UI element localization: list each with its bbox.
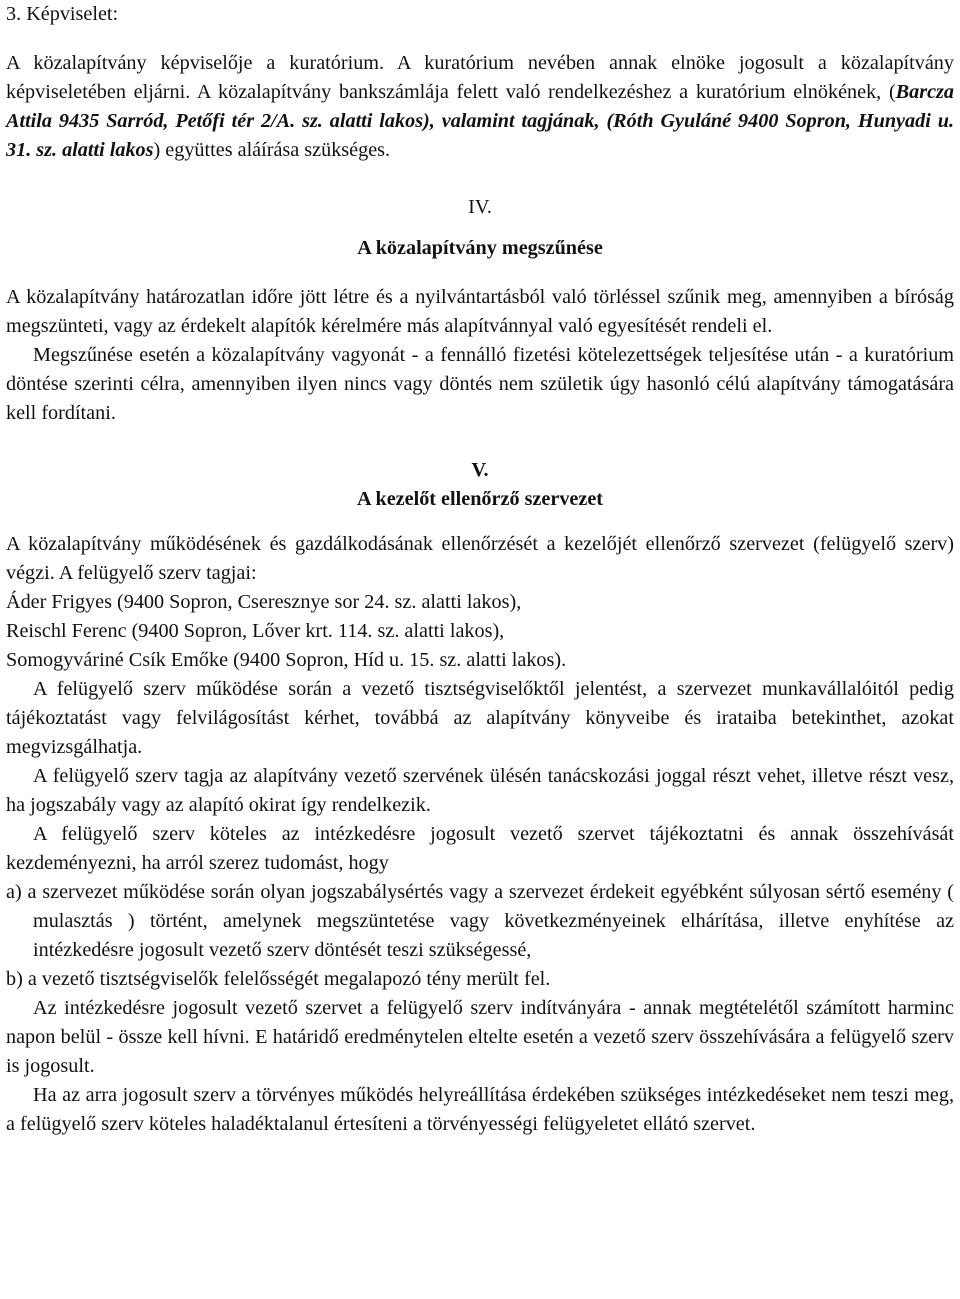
supervisory-duty-paragraph: A felügyelő szerv köteles az intézkedésre jogosult vezető szervet tájékoztatni és annak összehívását kezdeményezni, ha arról szerez tudomást, hogy — [6, 823, 954, 874]
section-4-number: IV. — [468, 196, 492, 218]
document-page — [6, 0, 954, 1139]
signatories-text: Barcza Attila 9435 Sarród, Petőfi tér 2/A. sz. alatti lakos), valamint tagjának, (Róth Gyuláné 9400 Sopron, Hunyadi u. 31. sz. alatti lakos — [6, 81, 954, 161]
section-5-number: V. — [471, 459, 489, 481]
list-item-a: a) a szervezet működése során olyan jogszabálysértés vagy a szervezet érdekeit egyébként súlyosan sértő esemény ( mulasztás ) történt, amelynek megszüntetése vagy következményeinek elhárítása, illetve enyhítése az intézkedésre jogosult vezető szerv döntését teszi szükségessé, — [6, 881, 954, 961]
list-item-b: b) a vezető tisztségviselők felelősségét megalapozó tény merült fel. — [6, 968, 551, 990]
convening-paragraph: Az intézkedésre jogosult vezető szervet a felügyelő szerv indítványára - annak megtételétől számított harminc napon belül - össze kell hívni. E határidő eredménytelen eltelte esetén a vezető szerv összehívására a felügyelő szerv is jogosult. — [6, 997, 954, 1077]
section-4-title: A közalapítvány megszűnése — [357, 237, 603, 259]
section-4-paragraph-1: A közalapítvány határozatlan időre jött létre és a nyilvántartásból való törléssel szűnik meg, amennyiben a bíróság megszünteti, vagy az érdekelt alapítók kérelmére más alapítvánnyal való egyesítését rendeli el. — [6, 286, 954, 337]
supervisory-rights-paragraph: A felügyelő szerv működése során a vezető tisztségviselőktől jelentést, a szervezet munkavállalóitól pedig tájékoztatást vagy felvilágosítást kérhet, továbbá az alapítvány könyveibe és irataiba betekinthet, azokat megvizsgálhatja. — [6, 678, 954, 758]
supervisory-intro-paragraph: A közalapítvány működésének és gazdálkodásának ellenőrzését a kezelőjét ellenőrző szervezet (felügyelő szerv) végzi. A felügyelő szerv tagjai: — [6, 533, 954, 584]
supervisory-member-3: Somogyváriné Csík Emőke (9400 Sopron, Híd u. 15. sz. alatti lakos). — [6, 649, 567, 671]
supervisory-participation-paragraph: A felügyelő szerv tagja az alapítvány vezető szervének ülésén tanácskozási joggal részt vehet, illetve részt vesz, ha jogszabály vagy az alapító okirat így rendelkezik. — [6, 765, 954, 816]
section-4-paragraph-2: Megszűnése esetén a közalapítvány vagyonát - a fennálló fizetési kötelezettségek teljesítése után - a kuratórium döntése szerinti célra, amennyiben ilyen nincs vagy döntés nem születik úgy hasonló célú alapítvány támogatására kell fordítani. — [6, 344, 954, 424]
legality-notice-paragraph: Ha az arra jogosult szerv a törvényes működés helyreállítása érdekében szükséges intézkedéseket nem teszi meg, a felügyelő szerv köteles haladéktalanul értesíteni a törvényességi felügyeletet ellátó szervet. — [6, 1084, 954, 1135]
section-5-title: A kezelőt ellenőrző szervezet — [356, 488, 604, 510]
section-3-heading: 3. Képviselet: — [6, 3, 119, 25]
representation-text: A közalapítvány képviselője a kuratórium. A kuratórium nevében annak elnöke jogosult a közalapítvány képviseletében eljárni. A közalapítvány bankszámlája felett való rendelkezéshez a kuratórium elnökének, ( — [6, 52, 954, 103]
supervisory-member-2: Reischl Ferenc (9400 Sopron, Lőver krt. 114. sz. alatti lakos), — [6, 620, 505, 642]
supervisory-member-1: Áder Frigyes (9400 Sopron, Cseresznye sor 24. sz. alatti lakos), — [6, 591, 522, 613]
representation-end-text: ) együttes aláírása szükséges. — [153, 139, 391, 161]
representation-paragraph — [6, 49, 954, 165]
